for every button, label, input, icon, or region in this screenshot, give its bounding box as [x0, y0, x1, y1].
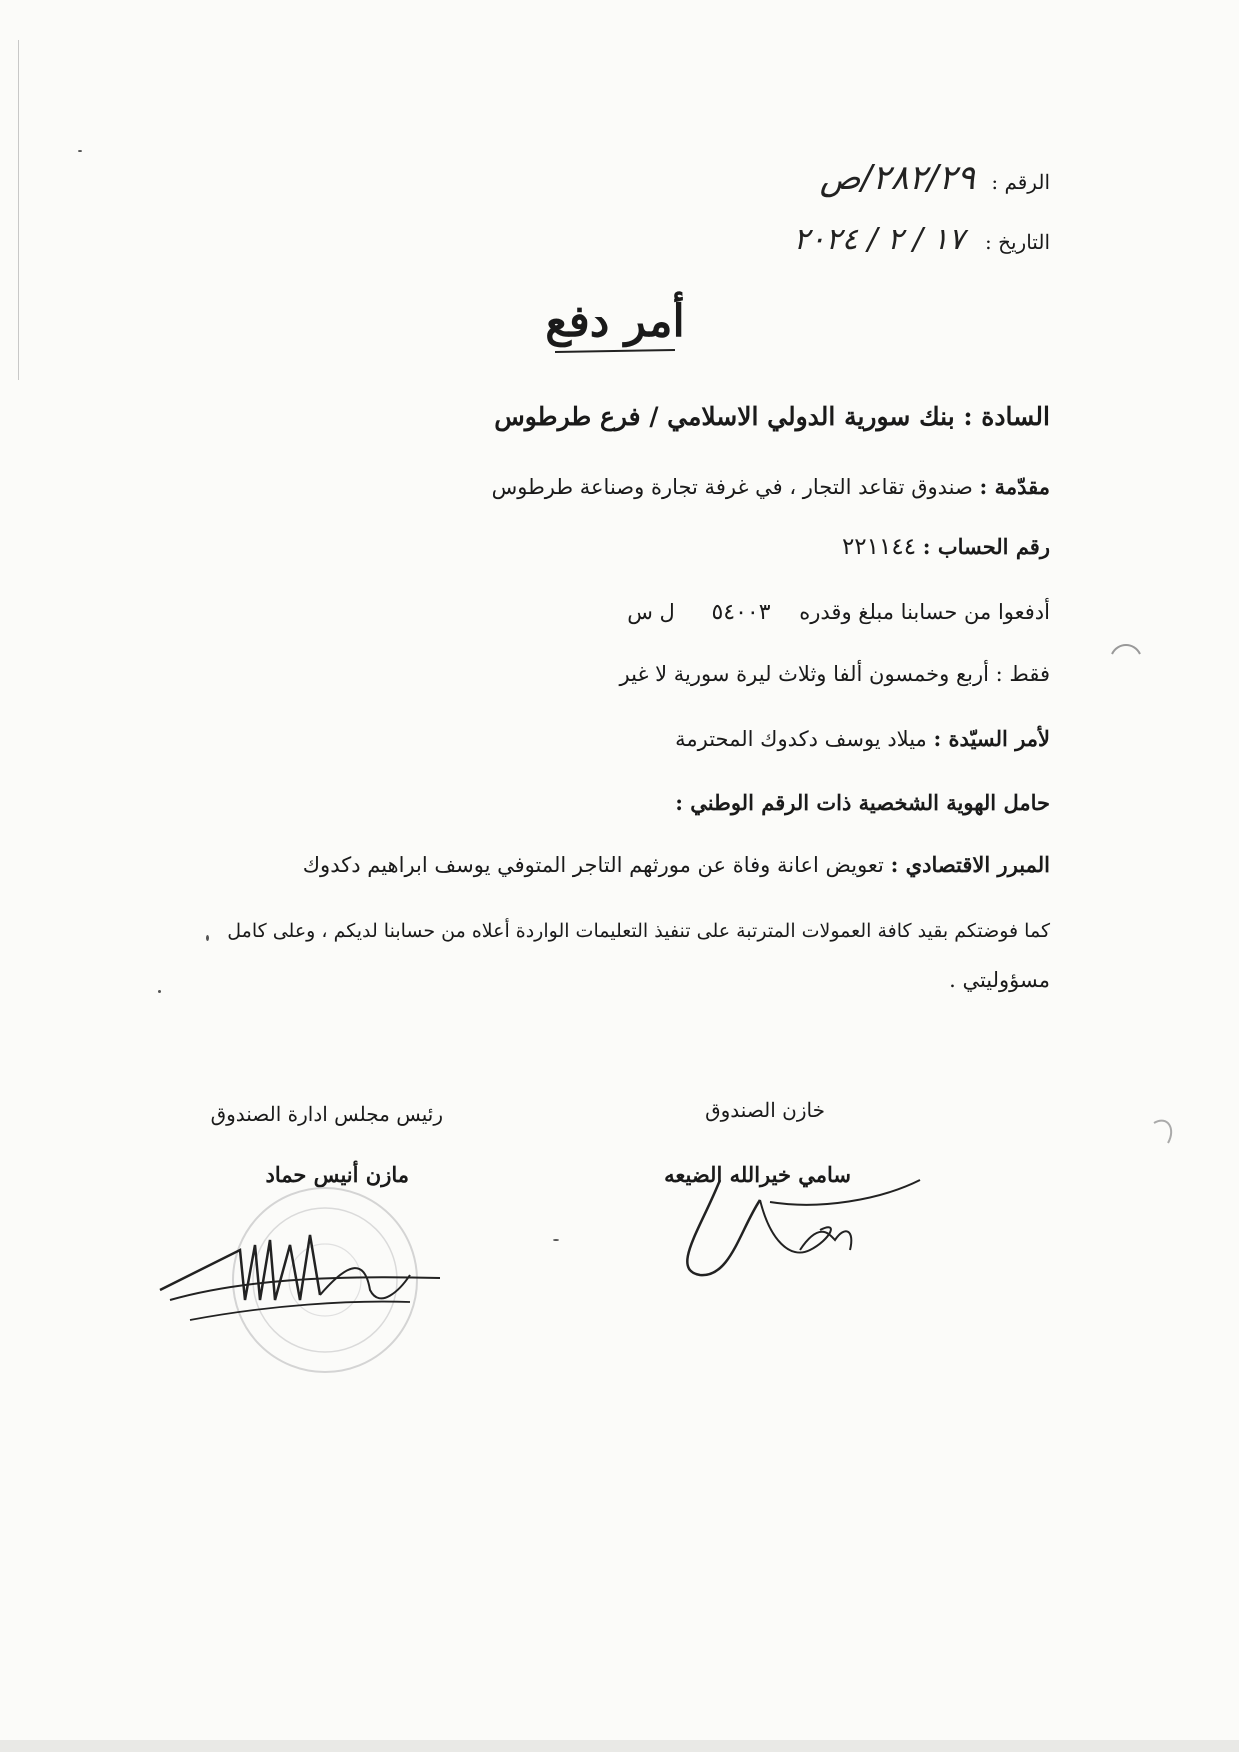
account-value: ٢٢١١٤٤	[841, 534, 917, 560]
presenter-value: صندوق تقاعد التجار ، في غرفة تجارة وصناعة طرطوس	[491, 475, 973, 499]
presenter-line	[492, 474, 1050, 499]
reference-number	[820, 158, 1050, 198]
pay-line	[627, 600, 1050, 625]
pay-amount: ٥٤٠٠٣	[711, 600, 771, 625]
scan-mark	[1110, 640, 1150, 670]
chairman-name: مازن أنيس حماد	[265, 1162, 409, 1187]
justification-label: المبرر الاقتصادي :	[890, 852, 1050, 877]
scan-margin-line	[18, 40, 19, 380]
scan-speck	[206, 935, 209, 941]
treasurer-name: سامي خيرالله الضيعه	[664, 1162, 851, 1187]
amount-in-words: فقط : أربع وخمسون ألفا وثلاث ليرة سورية لا غير	[619, 662, 1050, 686]
scan-bottom-band	[0, 1740, 1239, 1752]
scan-speck	[78, 150, 82, 152]
treasurer-title: خازن الصندوق	[705, 1098, 825, 1122]
authorization-line-1: كما فوضتكم بقيد كافة العمولات المترتبة على تنفيذ التعليمات الواردة أعلاه من حسابنا لديكم ، وعلى كامل	[227, 920, 1050, 942]
beneficiary-label: لأمر السيّدة :	[933, 726, 1050, 751]
document-title: أمر دفع	[545, 296, 685, 347]
title-underline	[555, 349, 675, 353]
beneficiary-line	[675, 726, 1050, 751]
justification-value: تعويض اعانة وفاة عن مورثهم التاجر المتوفي يوسف ابراهيم دكدوك	[302, 853, 884, 877]
scan-speck	[158, 990, 161, 993]
chairman-signature	[150, 1220, 450, 1330]
document-date	[793, 222, 1050, 257]
scan-speck	[553, 1239, 559, 1241]
pay-currency: ل س	[627, 600, 675, 624]
reference-number-label: الرقم :	[991, 170, 1050, 194]
authorization-line-2: مسؤوليتي .	[949, 968, 1050, 992]
chairman-title: رئيس مجلس ادارة الصندوق	[210, 1102, 443, 1126]
reference-number-value: ٢٨٢/٢٩/ص	[819, 158, 975, 198]
beneficiary-value: ميلاد يوسف دكدوك المحترمة	[675, 727, 927, 751]
justification-line	[303, 852, 1050, 877]
treasurer-signature	[680, 1140, 980, 1290]
document-date-value: ١٧ / ٢ / ٢٠٢٤	[793, 222, 965, 257]
scan-mark	[1150, 1115, 1180, 1155]
account-label: رقم الحساب :	[922, 534, 1050, 559]
document-date-label: التاريخ :	[984, 230, 1050, 254]
account-line	[842, 534, 1050, 560]
addressee: السادة : بنك سورية الدولي الاسلامي / فرع طرطوس	[494, 402, 1050, 431]
national-id-line: حامل الهوية الشخصية ذات الرقم الوطني :	[675, 790, 1050, 815]
pay-instruction: أدفعوا من حسابنا مبلغ وقدره	[799, 600, 1050, 624]
presenter-label: مقدّمة :	[979, 474, 1050, 499]
